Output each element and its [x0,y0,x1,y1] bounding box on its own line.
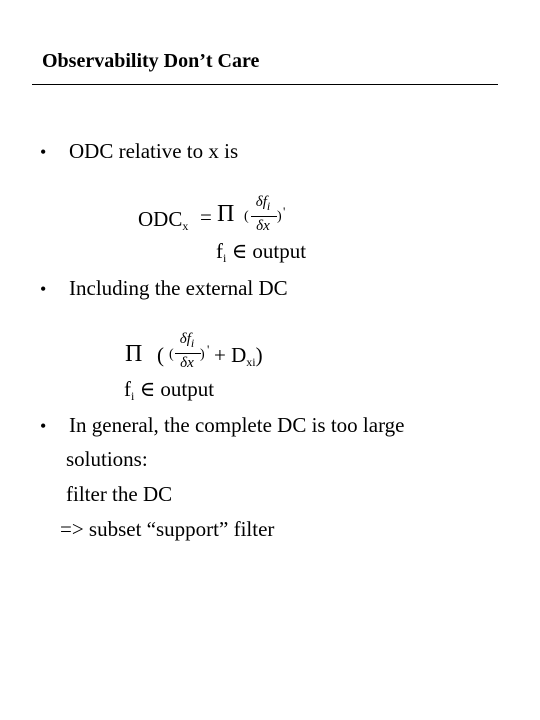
bullet-marker: • [40,142,47,162]
product-index: $f_i$ ∈ output [216,239,307,265]
title-divider [32,84,498,85]
slide-title: Observability Don’t Care [42,50,260,72]
solutions-heading: solutions: [66,447,148,471]
prime-mark: ' [283,204,286,219]
product-symbol: Π [125,341,143,367]
fraction-denominator: δx [256,218,270,234]
bullet-text-external-dc: Including the external DC [69,276,288,300]
open-paren: ( [244,209,249,224]
close-paren: ) [277,209,282,224]
fraction-numerator: $\delta f_i$ [179,331,195,350]
bullet-marker: • [40,279,47,299]
external-dc-term: + $D_{xi}$) [214,343,263,369]
fraction-bar [175,353,201,354]
outer-open-paren: ( [157,343,164,367]
odc-lhs [138,207,188,234]
solution-subset-filter: => subset “support” filter [60,517,275,541]
product-index: $f_i$ ∈ output [124,377,215,403]
prime-mark: ' [207,342,210,357]
fraction-numerator: $\delta f_i$ [255,194,271,213]
odc-label: ODC [138,207,183,231]
solution-filter-dc: filter the DC [66,482,173,506]
equals-sign: = [200,205,212,229]
bullet-marker: • [40,416,47,436]
inner-close-paren: ) [200,347,205,362]
fraction-bar [251,216,277,217]
bullet-text-odc: ODC relative to x is [69,139,239,163]
product-symbol: Π [217,201,235,227]
odc-subscript: x [182,219,189,233]
inner-open-paren: ( [169,347,174,362]
fraction-denominator: δx [180,355,194,371]
bullet-text-general: In general, the complete DC is too large [69,413,405,437]
